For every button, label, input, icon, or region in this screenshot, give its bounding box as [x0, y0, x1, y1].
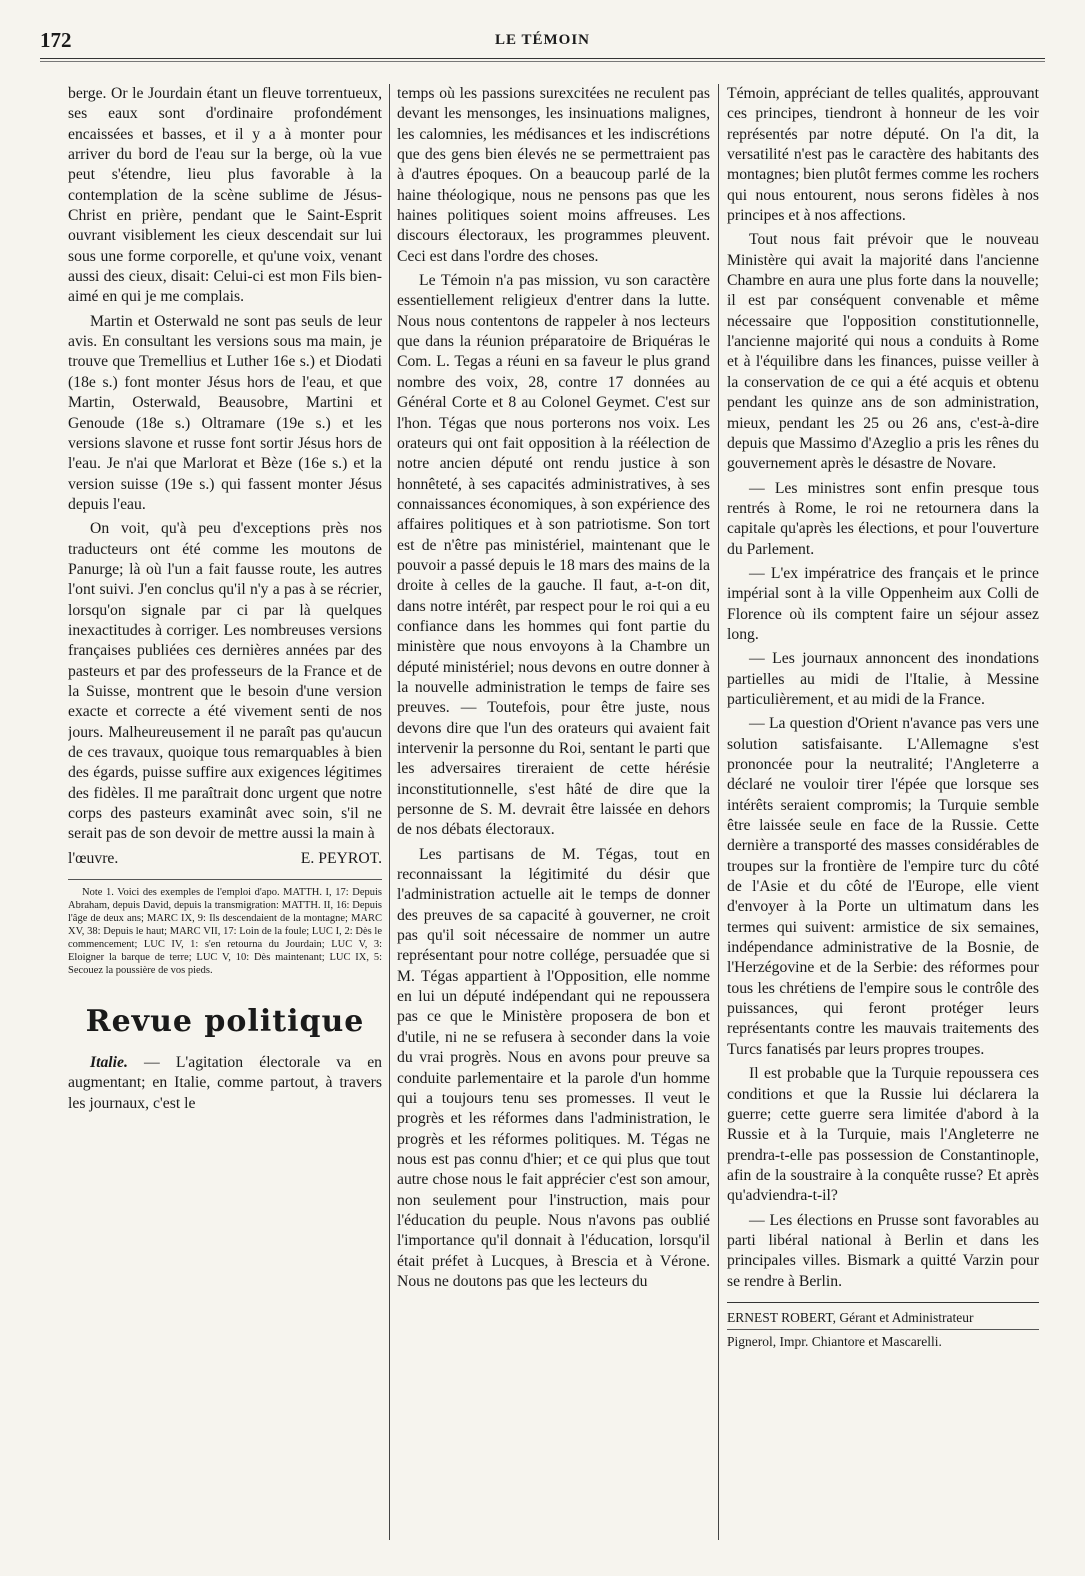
header-rule — [40, 58, 1045, 62]
column-divider — [718, 84, 719, 1540]
footnotes — [68, 879, 382, 977]
paragraph: berge. Or le Jourdain étant un fleuve torrentueux, ses eaux sont d'ordinaire profondément encaissées et basses, et il y a à monter pour arriver du bord de l'eau sur la berge, où la vue peut s'étendre, lieu plus favorable à la contemplation de la scène sublime de Jésus-Christ en prière, pendant que le Saint-Esprit ouvrant visiblement les cieux descendait sur lui sous une forme corporelle, et qu'une voix, venant aussi des cieux, disait: Celui-ci est mon Fils bien-aimé en qui je me complais. — [68, 85, 382, 306]
paragraph: Le Témoin n'a pas mission, vu son caractère essentiellement religieux d'entrer dans la lutte. Nous nous contentons de rappeler à nos lecteurs que dans la réunion préparatoire de Briquéras le Com. L. Tegas a réuni en sa faveur le plus grand nombre des voix, 28, contre 17 données au Général Corte et 8 au Colonel Geymet. C'est sur l'hon. Tégas que nous porterons nos voix. Les orateurs qui ont fait opposition à la réélection de notre ancien député ont rendu justice à son honnêteté, à ses capacités administratives, à ses connaissances économiques, à son expérience des affaires politiques et à son patriotisme. Son tort est de n'être pas ministériel, maintenant que le pouvoir a passé depuis le 18 mars des mains de la droite à celles de la gauche. Il faut, a-t-on dit, dans notre intérêt, par respect pour le roi qui a eu confiance dans les hommes qui font partie du ministère que nous envoyons à la Chambre un député ministériel; nous devons en outre donner à la nouvelle administration le temps de faire ses preuves. — Toutefois, pour être juste, nous devons dire que l'un des orateurs qui avaient fait intervenir la personne du Roi, sentant le parti que les adversaires tireraient de cette hérésie inconstitutionnelle, s'est hâté de dire que la personne de S. M. devrait être laissée en dehors de nos débats électoraux. — [397, 272, 710, 839]
paragraph: — Les ministres sont enfin presque tous rentrés à Rome, le roi ne retournera dans la capitale qu'après les élections, et pour l'ouverture du Parlement. — [727, 479, 1039, 558]
run-in-heading: Italie. — [90, 1054, 128, 1072]
imprint — [727, 1302, 1039, 1351]
footnote: Note 1. Voici des exemples de l'emploi d'apo. MATTH. I, 17: Depuis Abraham, depuis David, depuis la transmigration: MATTH. II, 16: Depuis l'âge de deux ans; MARC IX, 9: Ils descendaient de la montagne; MARC XV, 38: Depuis le haut; MARC VII, 17: Loin de la foule; LUC I, 2: Dès le commencement; LUC IV, 1: s'en retourna du Jourdain; LUC V, 3: Eloigner la barque de terre; LUC V, 10: Dès maintenant; LUC IX, 5: Secouez la poussière de vos pieds. — [68, 887, 382, 977]
column-divider — [389, 84, 390, 1540]
paragraph: Il est probable que la Turquie repoussera ces conditions et que la Russie lui déclarera la guerre; cette guerre sera limitée d'abord à la Russie et à la Turquie, mais l'Angleterre ne prendra-t-elle pas possession de Constantinople, afin de la soustraire à la conquête russe? Et après qu'adviendra-t-il? — [727, 1065, 1039, 1205]
column-1 — [68, 84, 382, 1540]
paragraph: — La question d'Orient n'avance pas vers une solution satisfaisante. L'Allemagne s'est prononcée pour la neutralité; l'Angleterre a déclaré ne vouloir tirer l'épée que lorsque ses intérêts seraient compromis; la Turquie semble être laissée seule en face de la Russie. Cette dernière a transporté des masses considérables de troupes sur la frontière de l'empire turc du côté de l'Asie et du côté de l'Europe, elle vient d'envoyer à la Porte un ultimatum dans les termes qui suivent: armistice de six semaines, indépendance administrative de la Bosnie, de l'Herzégovine et de la Serbie: des réformes pour tous les chrétiens de l'empire sous le contrôle des puissances, qui feront protéger leurs représentants contre les mauvais traitements des Turcs fanatisés par leurs propres troupes. — [727, 715, 1039, 1058]
paragraph: Tout nous fait prévoir que le nouveau Ministère qui avait la majorité dans l'ancienne Chambre en aura une plus forte dans la nouvelle; il est par conséquent convenable et même nécessaire que l'opposition constitutionnelle, l'ancienne majorité qui nous a conduits à Rome et à l'équilibre dans les finances, puisse veiller à la conservation de ce qui a été acquis et obtenu pendant les quinze ans de son administration, mieux, pendant les 25 ou 26 ans, c'est-à-dire depuis que Massimo d'Azeglio a pris les rênes du gouvernement après le désastre de Novare. — [727, 231, 1039, 473]
column-3 — [727, 84, 1039, 1540]
page-number: 172 — [40, 28, 72, 52]
paragraph: Les partisans de M. Tégas, tout en reconnaissant la légitimité du désir que l'administration actuelle ait le temps de donner des preuves de sa capacité à gouverner, ne croit pas qu'il soit nécessaire de nommer un autre représentant pour notre collége, persuadée que si M. Tégas appartient à l'Opposition, elle nomme en lui un député indépendant qui ne repoussera pas ce que le Ministère proposera de bon et d'utile, ni ne se refusera à seconder dans la voie du vrai progrès. Nous en avons pour preuve sa conduite parlementaire et la parole d'un homme qui a toujours tenu ses promesses. Il veut le progrès et les réformes dans l'administration, le progrès et les réformes politiques. M. Tégas ne nous est pas connu d'hier; et ce qui plus que tout autre chose nous le fait apprécier c'est son amour, non seulement pour l'instruction, mais pour l'éducation du peuple. Nous n'avons pas oublié l'importance qu'il donnait à l'éducation, lorsqu'il était préfet à Lucques, à Brescia et à Vérone. Nous ne doutons pas que les lecteurs du — [397, 845, 710, 1290]
paragraph: — Les journaux annoncent des inondations partielles au midi de l'Italie, à Messine particulièrement, et au midi de la France. — [727, 650, 1039, 708]
signature-line — [68, 849, 382, 869]
gerant-line: ERNEST ROBERT, Gérant et Administrateur — [727, 1309, 974, 1325]
paragraph: — L'ex impératrice des français et le prince impérial sont à la ville Oppenheim aux Colli de Florence où ils comptent faire un séjour assez long. — [727, 564, 1039, 643]
paragraph-end: l'œuvre. — [68, 849, 119, 867]
paragraph-italie — [68, 1053, 382, 1114]
paragraph-text: — L'agitation électorale va en augmentant; en Italie, comme partout, à travers les journaux, c'est le — [68, 1054, 382, 1112]
section-title: Revue politique — [85, 1004, 365, 1040]
paragraph: temps où les passions surexcitées ne reculent pas devant les mensonges, les insinuations malignes, les calomnies, les médisances et les indiscrétions que des gens bien élevés ne se permettraient pas à d'autres époques. On a beaucoup parlé de la haine théologique, nous ne pensons pas que les haines politiques soient moins affreuses. Les discours électoraux, les programmes pleuvent. Ceci est dans l'ordre des choses. — [397, 85, 710, 265]
paragraph: — Les élections en Prusse sont favorables au parti libéral national à Berlin et dans les principales villes. Bismark a quitté Varzin pour se rendre à Berlin. — [727, 1211, 1039, 1290]
author-signature: E. PEYROT. — [300, 849, 382, 867]
paragraph: Témoin, appréciant de telles qualités, approuvant ces principes, tiendront à honneur de les voir représentés par notre député. On l'a dit, la versatilité n'est pas le caractère des habitants des montagnes; bien plutôt fermes comme les rochers qui nous entourent, nous serons fidèles à nos principes et à nos affections. — [727, 85, 1039, 225]
paragraph: Martin et Osterwald ne sont pas seuls de leur avis. En consultant les versions sous ma main, je trouve que Tremellius et Luther 16e s.) et Diodati (18e s.) font monter Jésus hors de l'eau, et que Martin, Osterwald, Beausobre, Martini et Genoude (18e s.) Oltramare (19e s.) et les versions slavone et russe font sortir Jésus hors de l'eau. Je n'ai que Marlorat et Bèze (16e s.) et la version suisse (19e s.) qui fassent monter Jésus depuis l'eau. — [68, 312, 382, 513]
printer-line: Pignerol, Impr. Chiantore et Mascarelli. — [727, 1329, 1039, 1351]
page-header — [40, 26, 1045, 52]
journal-title: LE TÉMOIN — [495, 32, 590, 48]
paragraph: On voit, qu'à peu d'exceptions près nos traducteurs ont été comme les moutons de Panurge; là où l'un a fait fausse route, les autres l'ont suivi. J'en conclus qu'il n'y a pas à se récrier, lorsqu'on signale par ci par là quelques inexactitudes à corriger. Les nombreuses versions françaises publiées ces dernières années par des pasteurs et par des professeurs de la France et de la Suisse, montrent que le besoin d'une version exacte et correcte a été vivement senti de nos jours. Malheureusement il ne paraît pas qu'aucun de ces travaux, quoique tous remarquables à bien des égards, puisse suffire aux exigences légitimes des fidèles. Il me paraîtrait donc urgent que notre corps des pasteurs examinât avec soin, s'il ne serait pas de son devoir de mettre aussi la main à — [68, 520, 382, 843]
column-2 — [397, 84, 710, 1540]
